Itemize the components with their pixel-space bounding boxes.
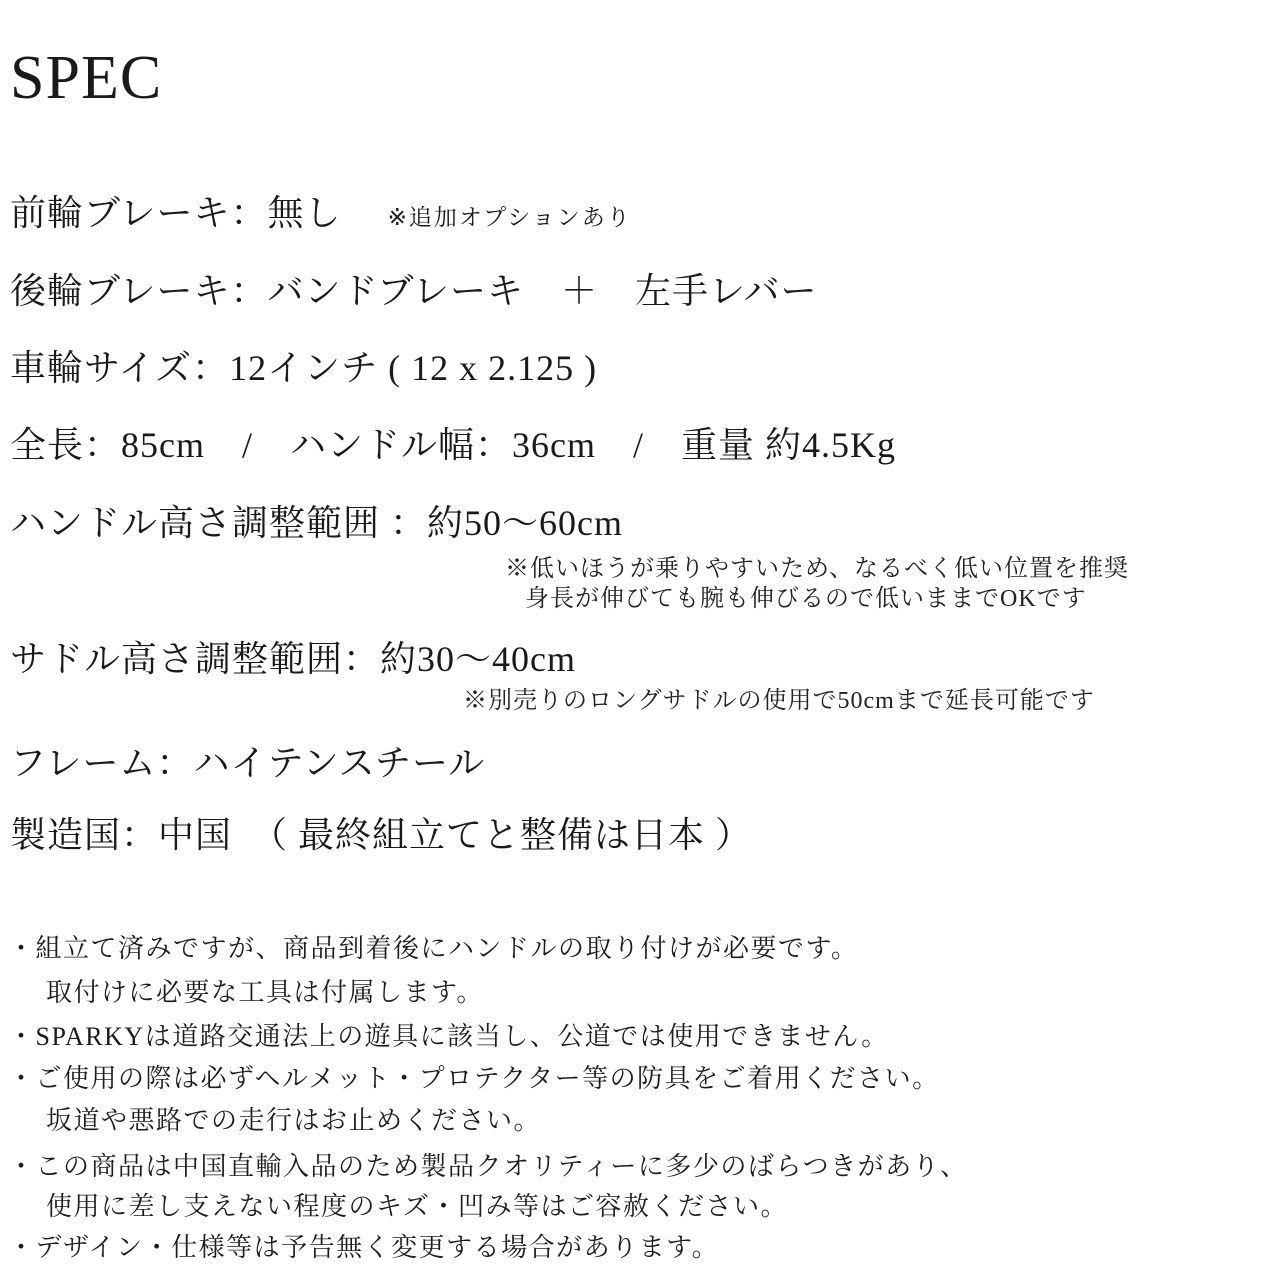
- notice-line-assembly: ・組立て済みですが、商品到着後にハンドルの取り付けが必要です。: [8, 934, 859, 963]
- notice-line-design-change: ・デザイン・仕様等は予告無く変更する場合があります。: [8, 1233, 720, 1262]
- spec-row-front-brake: [10, 193, 632, 234]
- saddle-height-note: ※別売りのロングサドルの使用で50cmまで延長可能です: [463, 688, 1095, 714]
- spec-row-rear-brake: [10, 271, 818, 312]
- notice-line-protection-cont: 坂道や悪路での走行はお止めください。: [46, 1106, 542, 1135]
- page-title: SPEC: [10, 44, 163, 112]
- spec-rear-brake-text: 後輪ブレーキ：バンドブレーキ ＋ 左手レバー: [10, 271, 818, 311]
- spec-row-frame: [10, 743, 485, 784]
- notice-line-assembly-cont: 取付けに必要な工具は付属します。: [46, 978, 484, 1007]
- spec-wheel-size-text: 車輪サイズ：12インチ ( 12 x 2.125 ): [10, 348, 598, 388]
- notice-line-quality-cont: 使用に差し支えない程度のキズ・凹み等はご容赦ください。: [46, 1192, 788, 1221]
- spec-row-saddle-height: [10, 639, 576, 680]
- handle-height-note-line-2: 身長が伸びても腕も伸びるので低いままでOKです: [525, 586, 1087, 612]
- spec-row-wheel-size: [10, 348, 597, 389]
- spec-handle-height-text: ハンドル高さ調整範囲 ：約50〜60cm: [10, 503, 623, 543]
- spec-saddle-height-text: サドル高さ調整範囲：約30〜40cm: [10, 639, 576, 679]
- handle-height-note-line-1: ※低いほうが乗りやすいため、なるべく低い位置を推奨: [505, 556, 1130, 582]
- spec-row-dimensions: [10, 425, 896, 466]
- spec-front-brake-text: 前輪ブレーキ：無し: [10, 193, 342, 233]
- notice-line-protection: ・ご使用の際は必ずヘルメット・プロテクター等の防具をご着用ください。: [8, 1064, 940, 1093]
- spec-frame-text: フレーム：ハイテンスチール: [10, 743, 486, 783]
- notice-line-road-law: ・SPARKYは道路交通法上の遊具に該当し、公道では使用できません。: [8, 1022, 889, 1051]
- spec-dimensions-text: 全長：85cm / ハンドル幅：36cm / 重量 約4.5Kg: [10, 425, 896, 465]
- notice-line-quality: ・この商品は中国直輸入品のため製品クオリティーに多少のばらつきがあり、: [8, 1152, 968, 1181]
- spec-row-handle-height: [10, 503, 623, 544]
- spec-row-origin: [10, 815, 752, 856]
- spec-front-brake-inline-note: ※追加オプションあり: [387, 205, 632, 230]
- spec-origin-text: 製造国：中国 （ 最終組立てと整備は日本 ）: [10, 815, 753, 855]
